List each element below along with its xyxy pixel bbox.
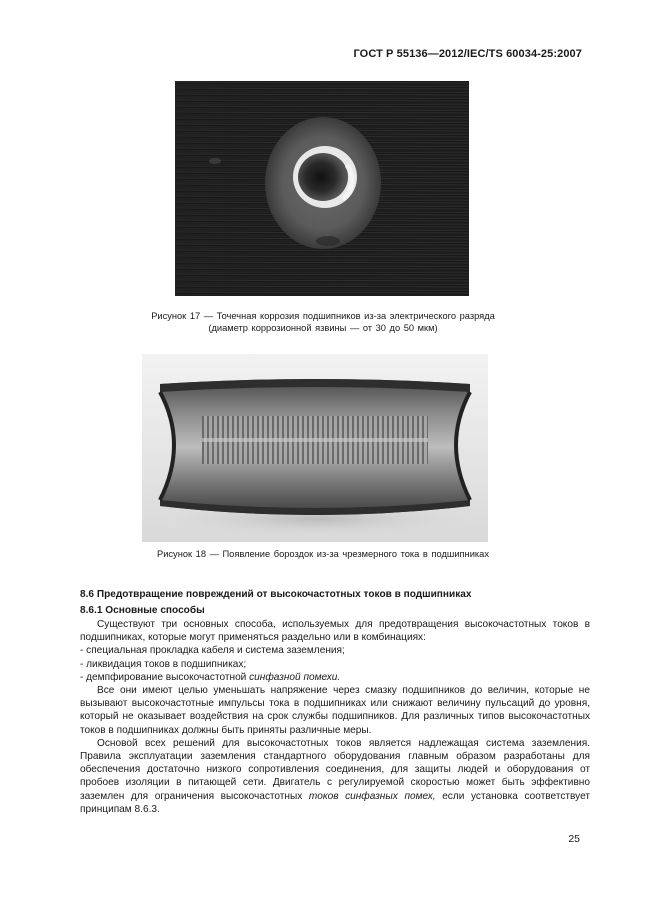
section-8-6 (80, 588, 590, 816)
figure-17-caption (80, 310, 566, 334)
paragraph-3-text: Основой всех решений для высокочастотных токов является надлежащая система заземления. Правила эксплуатации заземления стандартного оборудования главным образом разработаны для обеспечения достаточно низкого сопротивления соединения, для защиты людей и оборудования от пробоев изоляции в питающей сети. Двигатель с регулируемой скоростью может быть эффективно заземлен для ограничения высокочастотных (80, 737, 590, 802)
paragraph-2: Все они имеют целью уменьшать напряжение через смазку подшипников до величин, которые не вызывают высокочастотные импульсы тока в подшипниках или снижают величину пульсаций до уровня, который не оказывает воздействия на срок службы подшипников. Для различных типов высокочастотных токов в подшипниках должны быть приняты различные меры. (80, 685, 590, 736)
list-item: - специальная прокладка кабеля и система заземления; (80, 645, 345, 657)
figure-17-corrosion-photo (175, 81, 469, 296)
list-item: - ликвидация токов в подшипниках; (80, 658, 247, 670)
section-heading: 8.6 Предотвращение повреждений от высокочастотных токов в подшипниках (80, 589, 472, 600)
list-item-text: - демпфирование высокочастотной (80, 671, 250, 683)
figure-18-caption: Рисунок 18 — Появление бороздок из-за чрезмерного тока в подшипниках (157, 549, 489, 559)
paragraph-3-italic: токов синфазных помех, (308, 790, 436, 802)
paragraph-3 (80, 737, 590, 816)
figure-17-caption-line-1: Рисунок 17 — Точечная коррозия подшипников из-за электрического разряда (151, 311, 495, 321)
paragraph-3-end: если установка соответствует принципам 8.6.3. (80, 790, 590, 815)
figure-18-bearing-photo (142, 354, 488, 542)
list-item (80, 671, 590, 684)
intro-paragraph: Существуют три основных способа, используемых для предотвращения высокочастотных токов в подшипниках, которые могут применяться раздельно или в комбинациях: (80, 619, 590, 644)
page-number: 25 (568, 833, 580, 845)
figure-17-caption-line-2: (диаметр коррозионной язвины — от 30 до 50 мкм) (208, 323, 438, 333)
list-item-italic: синфазной помехи. (249, 671, 341, 683)
standard-header: ГОСТ Р 55136—2012/IEC/TS 60034-25:2007 (353, 48, 582, 60)
subsection-heading: 8.6.1 Основные способы (80, 605, 205, 616)
